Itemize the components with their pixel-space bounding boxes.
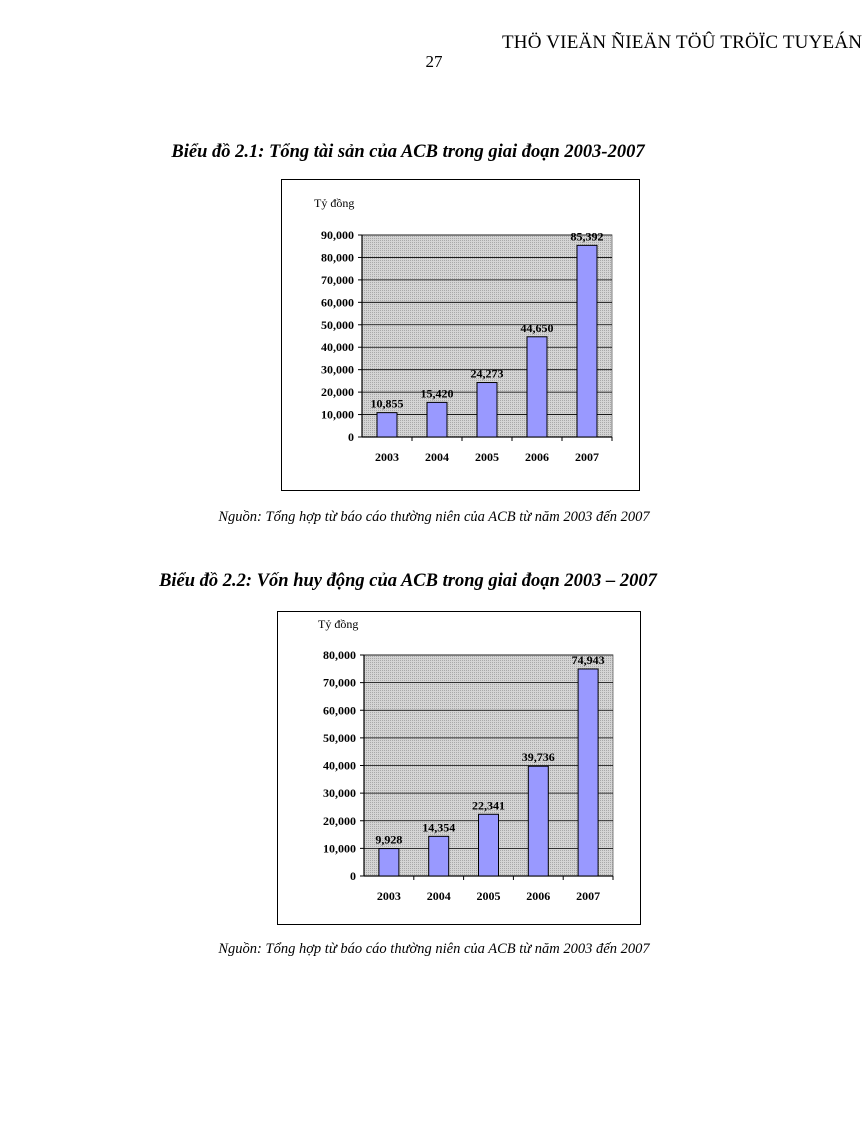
page-number: 27 — [425, 52, 443, 71]
chart-2-y-tick-label: 0 — [350, 869, 356, 883]
chart-1-x-tick-label: 2003 — [375, 450, 399, 464]
chart-2-y-tick-label: 80,000 — [323, 648, 356, 662]
library-header: THÖ VIEÄN ÑIEÄN TÖÛ TRÖÏC TUYEÁN — [502, 32, 863, 53]
chart-2-x-tick-label: 2004 — [426, 889, 451, 903]
chart-1-data-label: 24,273 — [470, 366, 504, 381]
chart-1-y-tick-label: 60,000 — [321, 295, 354, 310]
chart-2-x-tick-label: 2003 — [376, 889, 401, 903]
chart-1-data-label: 44,650 — [520, 320, 554, 335]
chart-2-data-label: 39,736 — [521, 750, 555, 765]
chart-1-y-tick-label: 90,000 — [321, 228, 354, 242]
chart-1-svg — [282, 180, 639, 490]
chart-2-x-tick-label: 2005 — [476, 889, 501, 903]
chart-2-bar — [429, 836, 449, 876]
chart-1-x-tick-label: 2005 — [475, 450, 499, 464]
chart-2-bar — [528, 766, 548, 876]
chart-2-svg — [278, 612, 640, 924]
chart-1-data-label: 10,855 — [370, 396, 404, 411]
chart-1-bar — [527, 337, 547, 437]
chart-2-x-tick-label: 2006 — [526, 889, 551, 903]
chart-2-bar — [578, 669, 598, 876]
chart-1-y-tick-label: 40,000 — [321, 340, 354, 355]
chart-1-bar — [477, 383, 497, 437]
chart-2-bar — [479, 814, 499, 876]
chart-2-data-label: 9,928 — [375, 832, 403, 847]
chart-2-y-tick-label: 70,000 — [323, 675, 356, 690]
chart-1-x-tick-label: 2007 — [575, 450, 599, 464]
figure-1-source: Nguồn: Tổng hợp từ báo cáo thường niên của ACB từ năm 2003 đến 2007 — [218, 509, 650, 525]
figure-2-title: Biểu đồ 2.2: Vốn huy động của ACB trong giai đoạn 2003 – 2007 — [159, 571, 657, 591]
figure-1-title: Biểu đồ 2.1: Tổng tài sản của ACB trong giai đoạn 2003-2007 — [171, 142, 645, 162]
chart-1-bar — [377, 413, 397, 437]
chart-2-y-tick-label: 50,000 — [323, 730, 356, 745]
chart-2-y-tick-label: 10,000 — [323, 841, 356, 856]
chart-1-bar — [427, 402, 447, 437]
chart-1-data-label: 85,392 — [570, 229, 604, 244]
chart-1-x-tick-label: 2006 — [525, 450, 549, 464]
chart-1-y-axis-unit-label: Tỷ đồng — [314, 196, 355, 210]
chart-1-y-tick-label: 70,000 — [321, 272, 354, 287]
chart-1-y-tick-label: 20,000 — [321, 385, 354, 400]
chart-1-y-tick-label: 10,000 — [321, 407, 354, 422]
chart-2-data-label: 74,943 — [571, 652, 605, 667]
figure-2-source: Nguồn: Tổng hợp từ báo cáo thường niên của ACB từ năm 2003 đến 2007 — [218, 941, 650, 957]
chart-2-y-tick-label: 30,000 — [323, 786, 356, 801]
chart-2-y-tick-label: 40,000 — [323, 758, 356, 773]
chart-2-y-axis-unit-label: Tỷ đồng — [318, 617, 359, 631]
chart-2-x-tick-label: 2007 — [576, 889, 601, 903]
chart-2-frame — [277, 611, 641, 925]
chart-1-frame — [281, 179, 640, 491]
chart-1-y-tick-label: 0 — [348, 430, 354, 444]
chart-2-data-label: 22,341 — [472, 798, 505, 813]
chart-1-bar — [577, 245, 597, 437]
chart-1-y-tick-label: 30,000 — [321, 362, 354, 377]
chart-1-data-label: 15,420 — [420, 386, 454, 401]
chart-2-y-tick-label: 20,000 — [323, 813, 356, 828]
chart-2-bar — [379, 849, 399, 876]
chart-1-y-tick-label: 80,000 — [321, 250, 354, 265]
chart-2-data-label: 14,354 — [422, 820, 456, 835]
chart-1-x-tick-label: 2004 — [425, 450, 449, 464]
chart-2-y-tick-label: 60,000 — [323, 703, 356, 718]
chart-1-y-tick-label: 50,000 — [321, 317, 354, 332]
